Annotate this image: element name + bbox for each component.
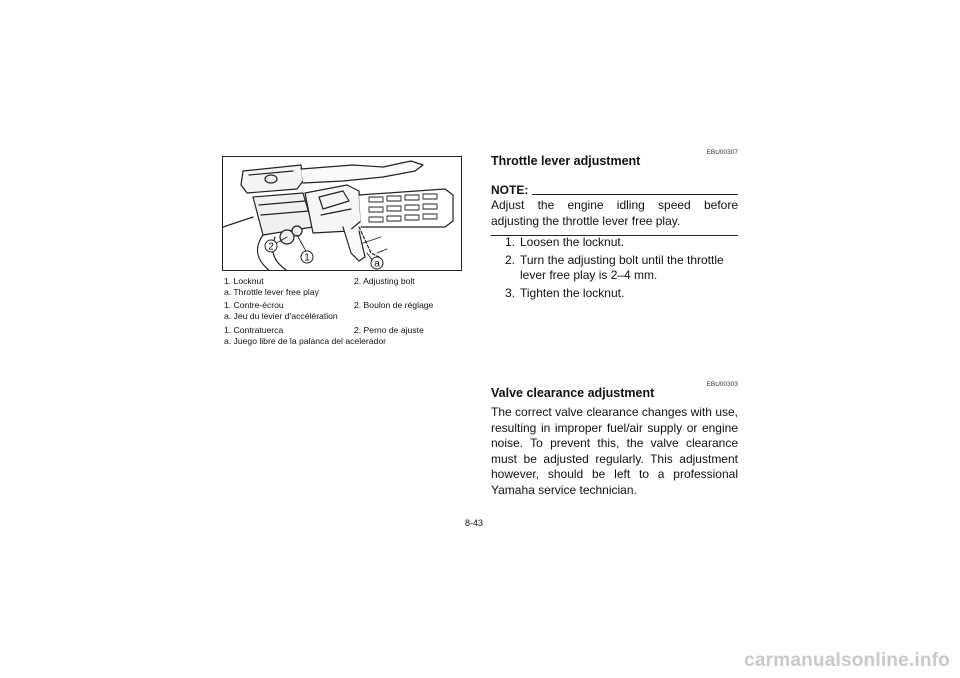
callout-1: 1 [304, 252, 310, 264]
note-top-rule [532, 194, 738, 195]
section2-text: The correct valve clearance changes with use, resulting in improper fuel/air supply or engine noise. To prevent this, the valve clearance must be adjusted regularly. This adjustment however, should be left to a professional Yamaha service technician. [491, 405, 738, 497]
caption-fr-item-a: a. Jeu du levier d’accélération [224, 310, 338, 321]
step-item: 3. Tighten the locknut. [504, 285, 625, 300]
caption-en-item-1: 1. Locknut [224, 276, 264, 286]
caption-es-item-2: 2. Perno de ajuste [354, 325, 424, 335]
page-number: 8-43 [464, 518, 483, 528]
caption-spanish [224, 325, 464, 346]
step-item: 1. Loosen the locknut. [504, 235, 625, 249]
note-text: Adjust the engine idling speed before adjusting the throttle lever free play. [491, 198, 738, 228]
section1-code: EBU00307 [706, 149, 738, 156]
caption-es-item-a: a. Juego libre de la palanca del acelerador [224, 335, 386, 346]
note-box [491, 183, 738, 236]
step-item: 2. Turn the adjusting bolt until the throttle lever free play is 2–4 mm. [504, 252, 724, 282]
caption-en-item-a: a. Throttle lever free play [224, 286, 319, 297]
watermark: carmanualsonline.info [744, 650, 950, 671]
caption-english [224, 276, 464, 297]
throttle-lever-figure [222, 156, 462, 271]
caption-es-item-1: 1. Contratuerca [224, 325, 284, 335]
caption-fr-item-2: 2. Boulon de réglage [354, 300, 434, 310]
caption-fr-item-1: 1. Contre-écrou [224, 300, 284, 310]
steps-list [491, 235, 738, 303]
callout-a: a [374, 258, 380, 270]
note-label: NOTE: [491, 183, 529, 197]
throttle-lever-illustration [223, 157, 462, 271]
section2-code: EBU00303 [706, 381, 738, 388]
callout-2: 2 [268, 241, 274, 253]
caption-en-item-2: 2. Adjusting bolt [354, 276, 415, 286]
caption-french [224, 300, 464, 321]
section1-title: Throttle lever adjustment [491, 154, 641, 168]
section2-title: Valve clearance adjustment [491, 386, 655, 400]
